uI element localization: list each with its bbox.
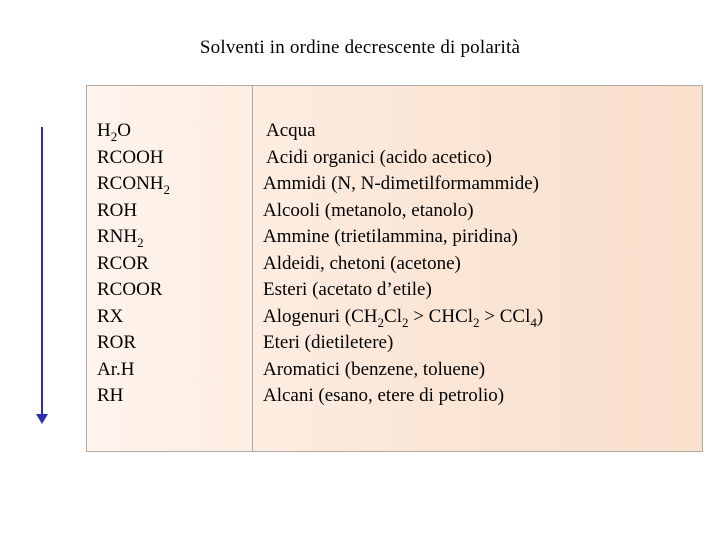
- polarity-arrow: [41, 127, 43, 417]
- solvent-name-row: Aromatici (benzene, toluene): [263, 358, 486, 380]
- formula-row: RCOOR: [97, 279, 163, 300]
- slide-title: Solventi in ordine decrescente di polarità: [199, 37, 521, 58]
- solvent-name-row: Alcani (esano, etere di petrolio): [263, 385, 505, 406]
- formula-row: ROH: [97, 199, 138, 221]
- solvent-name-row: Esteri (acetato d’etile): [263, 279, 432, 300]
- solvent-name-row: Ammidi (N, N-dimetilformammide): [263, 173, 539, 194]
- formula-row: RCOOH: [97, 146, 164, 168]
- solvent-name-row: Acqua: [266, 120, 316, 141]
- column-divider: [252, 86, 253, 451]
- formula-row: RCOR: [97, 252, 149, 274]
- formula-row: RH: [97, 385, 124, 406]
- formula-row: ROR: [97, 332, 137, 353]
- solvent-name-row: Alcooli (metanolo, etanolo): [263, 199, 474, 221]
- formula-row: $RCONH_2$: [97, 173, 171, 197]
- solvent-name-column: [263, 118, 543, 410]
- formula-row: $RNH_2$: [97, 226, 144, 250]
- solvent-name-row: Ammine (trietilammina, piridina): [263, 226, 518, 247]
- formula-row: Ar.H: [97, 358, 135, 380]
- formula-column: [97, 118, 170, 410]
- solvent-name-row: Acidi organici (acido acetico): [266, 146, 492, 168]
- solvent-name-row: Eteri (dietiletere): [263, 332, 394, 353]
- formula-row: $H_2O$: [97, 120, 131, 144]
- solvent-name-row: Alogenuri ($CH_2Cl_2$ > CHCl$_2$ > CCl$_4$): [263, 305, 544, 330]
- arrow-down-icon: [36, 414, 48, 424]
- solvent-name-row: Aldeidi, chetoni (acetone): [263, 252, 461, 274]
- formula-row: RX: [97, 305, 124, 327]
